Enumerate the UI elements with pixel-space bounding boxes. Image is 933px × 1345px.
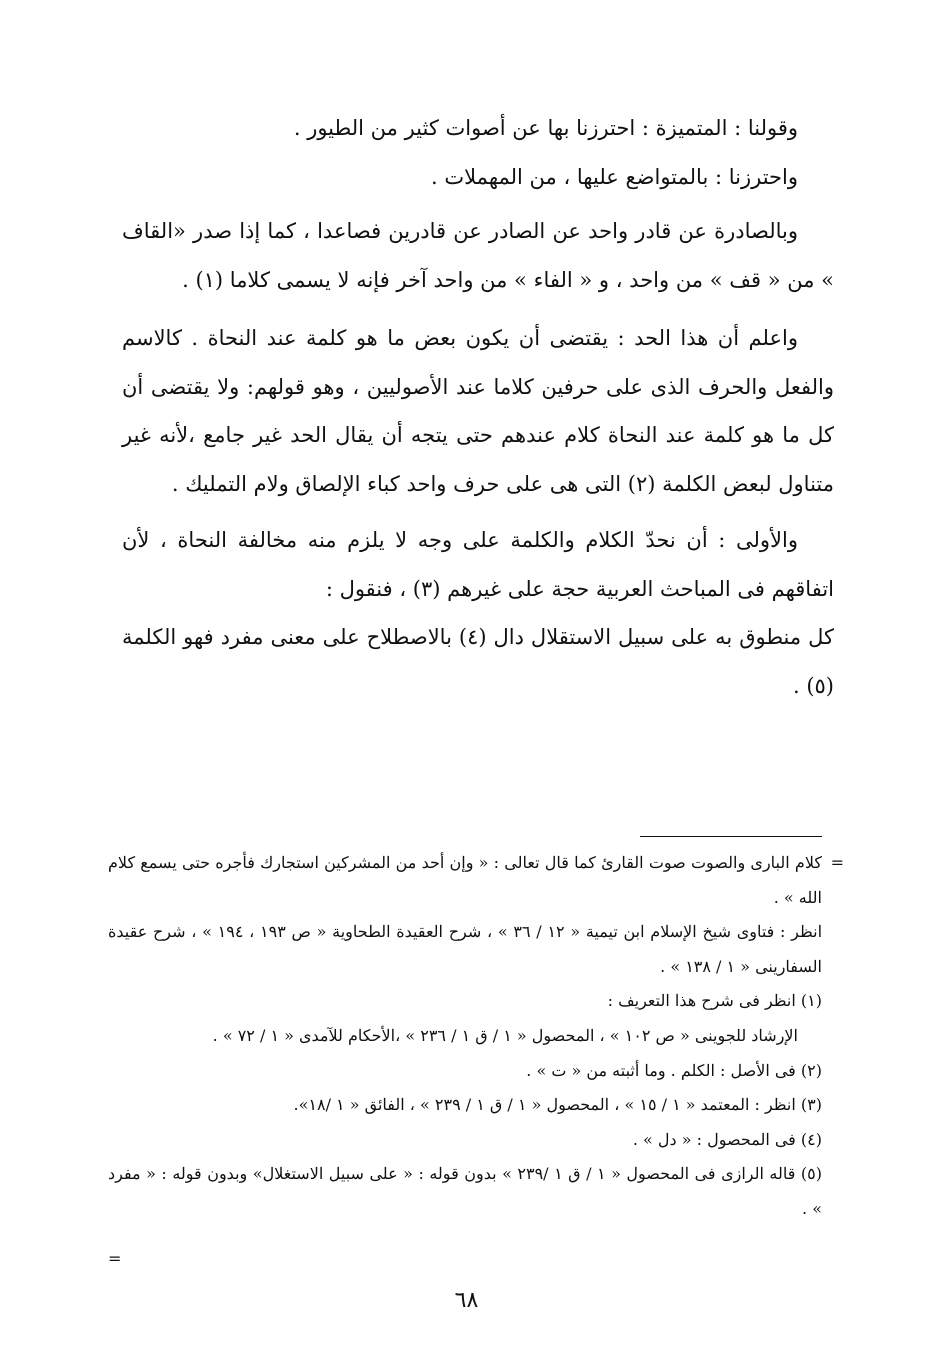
- footnote-4: (٤) فى المحصول : « دل » .: [632, 1129, 822, 1149]
- footnote-text: انظر : فتاوى شيخ الإسلام ابن تيمية « ١٢ / ٣٦ » ، شرح العقيدة الطحاوية « ص ١٩٣ ، ١٩٤ » ، شرح عقيدة السفارينى « ١ / ١٣٨ » .: [108, 922, 823, 976]
- footnote-continuation: [108, 846, 844, 984]
- page-number: ٦٨: [454, 1288, 479, 1313]
- paragraph: وقولنا : المتميزة : احترزنا بها عن أصوات كثير من الطيور .: [293, 116, 798, 140]
- footnote-continues-mark: =: [108, 1249, 122, 1268]
- paragraph: واعلم أن هذا الحد : يقتضى أن يكون بعض ما هو كلمة عند النحاة . كالاسم والفعل والحرف الذى على حرفين كلاما عند الأصوليين ، وهو قولهم: ولا يقتضى أن كل ما هو كلمة عند النحاة كلام عندهم حتى يتجه أن يقال الحد غير جامع ،لأنه غير متناول لبعض الكلمة (٢) التى هى على حرف واحد كباء الإلصاق ولام التمليك .: [122, 326, 834, 496]
- footnotes: [108, 846, 844, 1227]
- footnote-1-body: الإرشاد للجوينى « ص ١٠٢ » ، المحصول « ١ / ق ١ / ٢٣٦ » ،الأحكام للآمدى « ١ / ٧٢ » .: [212, 1025, 798, 1045]
- footnote-3: (٣) انظر : المعتمد « ١ / ١٥ » ، المحصول « ١ / ق ١ / ٢٣٩ » ، الفائق « ١ /١٨».: [293, 1095, 822, 1115]
- footnote-text: كلام البارى والصوت صوت القارئ كما قال تعالى : « وإن أحد من المشركين استجارك فأجره حتى يسمع كلام الله » .: [108, 853, 822, 907]
- paragraph: واحترزنا : بالمتواضع عليها ، من المهملات .: [431, 164, 798, 189]
- main-text: [122, 104, 834, 710]
- footnote-2: (٢) فى الأصل : الكلم . وما أثبته من « ت » .: [526, 1060, 822, 1080]
- paragraph: وبالصادرة عن قادر واحد عن الصادر عن قادرين فصاعدا ، كما إذا صدر «القاف » من « قف » من واحد ، و « الفاء » من واحد آخر فإنه لا يسمى كلاما (١) .: [122, 219, 834, 292]
- continuation-mark: =: [830, 853, 844, 872]
- footnote-separator: [640, 836, 822, 837]
- paragraph: كل منطوق به على سبيل الاستقلال دال (٤) بالاصطلاح على معنى مفرد فهو الكلمة (٥) .: [122, 625, 835, 698]
- footnote-5: (٥) قاله الرازى فى المحصول « ١ / ق ١ /٢٣٩ » بدون قوله : « على سبيل الاستغلال» وبدون قوله : « مفرد » .: [108, 1164, 823, 1218]
- footnote-1-title: (١) انظر فى شرح هذا التعريف :: [607, 991, 822, 1011]
- paragraph: والأولى : أن نحدّ الكلام والكلمة على وجه لا يلزم منه مخالفة النحاة ، لأن اتفاقهم فى المباحث العربية حجة على غيرهم (٣) ، فنقول :: [122, 528, 834, 601]
